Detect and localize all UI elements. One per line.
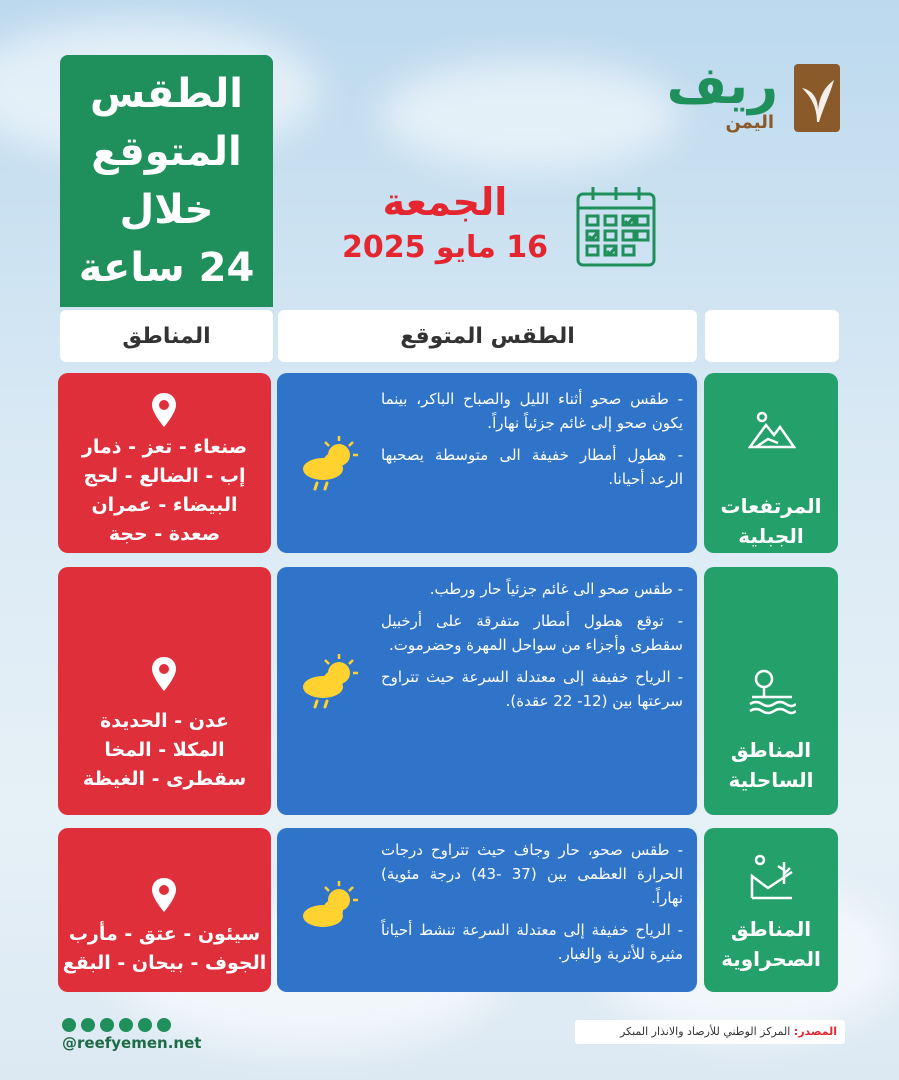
instagram-icon[interactable] <box>138 1018 152 1032</box>
header-regions: المناطق <box>60 310 273 362</box>
city-line: سيئون - عتق - مأرب <box>68 923 261 945</box>
brand-sub: اليمن <box>725 112 774 133</box>
city-line: سقطرى - الغيظة <box>82 768 247 790</box>
city-line: إب - الضالع - لحج <box>83 465 246 487</box>
forecast-item: - الرياح خفيفة إلى معتدلة السرعة تنشط أحياناً مثيرة للأتربة والغبار. <box>381 921 683 963</box>
region-name: المناطق <box>730 738 812 762</box>
city-line: البيضاء - عمران <box>91 494 238 516</box>
date-label: 16 مايو 2025 <box>341 230 549 265</box>
title-line: المتوقع <box>91 129 242 175</box>
source-label: المصدر: <box>793 1025 837 1038</box>
source-text: المركز الوطني للأرصاد والانذار المبكر <box>619 1025 791 1038</box>
region-name: الجبلية <box>738 524 804 548</box>
social-icons <box>62 1018 171 1032</box>
cities-coastal <box>58 567 271 815</box>
city-line: المكلا - المخا <box>104 739 225 761</box>
mountain-icon <box>748 407 796 455</box>
whatsapp-icon[interactable] <box>119 1018 133 1032</box>
source-note <box>575 1020 845 1044</box>
brand-name: ريف <box>666 56 778 116</box>
region-name: الصحراوية <box>721 947 821 971</box>
cities-highlands <box>58 373 271 553</box>
page-title <box>60 55 273 307</box>
region-highlands <box>704 373 838 553</box>
sun-cloud-icon <box>297 876 361 940</box>
website-link[interactable]: @reefyemen.net <box>62 1034 202 1052</box>
title-line: خلال <box>119 187 214 233</box>
location-pin-icon <box>150 655 178 693</box>
title-line: الطقس <box>89 71 244 117</box>
youtube-icon[interactable] <box>100 1018 114 1032</box>
forecast-highlands <box>277 373 697 553</box>
location-pin-icon <box>150 391 178 429</box>
city-line: صنعاء - تعز - ذمار <box>81 436 248 458</box>
region-desert <box>704 828 838 992</box>
city-line: صعدة - حجة <box>108 523 221 545</box>
forecast-desert <box>277 828 697 992</box>
forecast-item: - طقس صحو أثناء الليل والصباح الباكر، بينما يكون صحو إلى غائم جزئياً نهاراً. <box>381 390 683 432</box>
palm-wave-icon <box>748 667 796 715</box>
brand-logo <box>640 56 840 142</box>
cities-desert <box>58 828 271 992</box>
location-pin-icon <box>150 876 178 914</box>
forecast-item: - توقع هطول أمطار متفرقة على أرخبيل سقطرى وأجزاء من سواحل المهرة وحضرموت. <box>381 612 683 654</box>
x-icon[interactable] <box>81 1018 95 1032</box>
forecast-item: - الرياح خفيفة إلى معتدلة السرعة حيث تتراوح سرعتها بين (12- 22 عقدة). <box>381 668 683 710</box>
forecast-item: - هطول أمطار خفيفة الى متوسطة يصحبها الرعد أحيانا. <box>381 446 683 488</box>
region-name: المناطق <box>730 917 812 941</box>
forecast-item: - طقس صحو الى غائم جزئياً حار ورطب. <box>429 580 683 598</box>
region-name: المرتفعات <box>720 494 822 518</box>
sun-cloud-rain-icon <box>297 433 361 497</box>
facebook-icon[interactable] <box>62 1018 76 1032</box>
region-name: الساحلية <box>728 768 814 792</box>
calendar-icon <box>575 184 657 268</box>
logo-leaf-icon <box>794 64 840 132</box>
region-coastal <box>704 567 838 815</box>
day-label: الجمعة <box>382 180 508 224</box>
telegram-icon[interactable] <box>157 1018 171 1032</box>
title-line: 24 ساعة <box>78 245 255 291</box>
city-line: عدن - الحديدة <box>100 710 229 732</box>
cloud-decoration <box>380 60 680 170</box>
sun-cloud-rain-icon <box>297 651 361 715</box>
forecast-item: - طقس صحو، حار وجاف حيث تتراوح درجات الحرارة العظمى بين (37 -43) درجة مئوية) نهاراً. <box>381 841 683 907</box>
city-line: الجوف - بيحان - البقع <box>62 952 267 974</box>
header-forecast: الطقس المتوقع <box>278 310 697 362</box>
header-blank <box>705 310 839 362</box>
forecast-coastal <box>277 567 697 815</box>
desert-icon <box>748 854 796 902</box>
